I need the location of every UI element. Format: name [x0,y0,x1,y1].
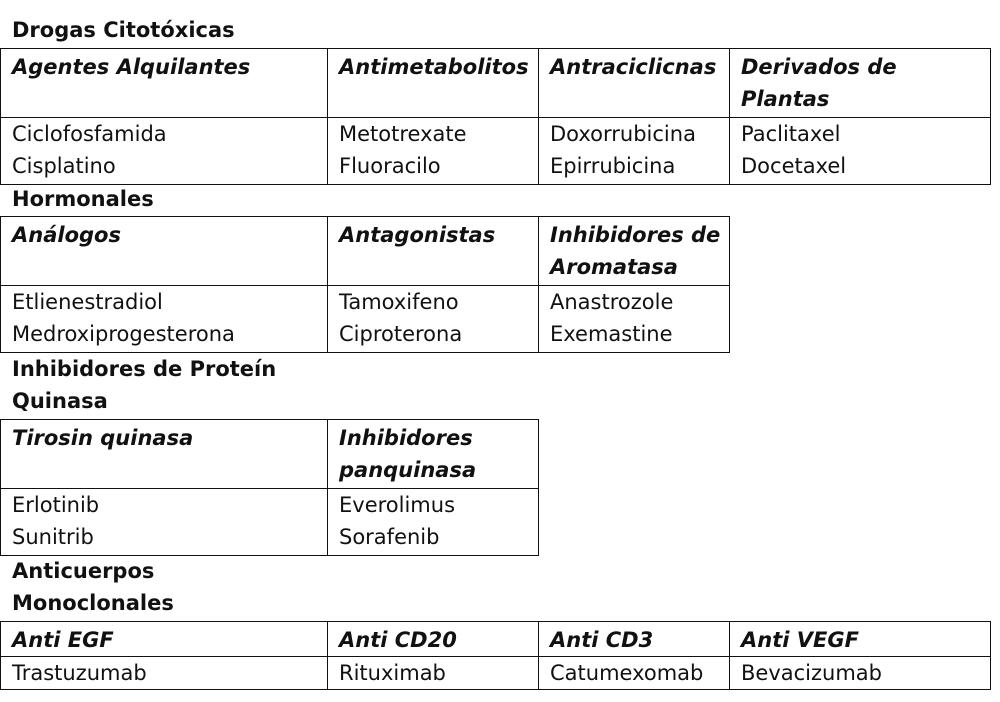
drug-name: Sorafenib [339,525,440,549]
drug-name: Sunitrib [12,525,94,549]
header-line: Anti VEGF [741,628,859,652]
table-antibodies [0,621,991,690]
table-cell [539,286,730,353]
section-title-hormonal [12,183,312,215]
drug-name: Trastuzumab [12,661,147,685]
table-cell [328,657,539,690]
section-title-line: Inhibidores de Proteín [12,357,277,381]
table-hormonal [0,216,730,353]
section-title-kinase [12,353,312,417]
header-cell [730,622,991,657]
table-cell [328,286,539,353]
header-line [12,83,316,115]
table-cell [1,286,328,353]
header-line: Inhibidores [339,426,473,450]
header-cell [328,622,539,657]
header-cell [539,622,730,657]
table-header-row [1,622,991,657]
header-line [550,83,718,115]
header-line: Inhibidores de [550,223,721,247]
section-title-line: Drogas Citotóxicas [12,18,235,42]
header-cell [539,217,730,286]
header-line: Anti EGF [12,628,114,652]
header-line: Derivados de [741,55,897,79]
drug-name: Bevacizumab [741,661,882,685]
drug-name: Etlienestradiol [12,290,163,314]
table-row [1,657,991,690]
drug-name: Rituximab [339,661,446,685]
table-cytotoxic [0,48,991,185]
header-line: Análogos [12,223,121,247]
header-line: Agentes Alquilantes [12,55,251,79]
table-cell [539,118,730,185]
section-title-cytotoxic [12,14,312,46]
header-line: Antraciclicnas [550,55,717,79]
drug-name: Tamoxifeno [339,290,459,314]
header-cell [1,49,328,118]
header-line: Antagonistas [339,223,496,247]
drug-name: Exemastine [550,322,673,346]
header-cell [328,49,539,118]
header-line [12,454,316,486]
header-cell [1,622,328,657]
header-line: Anti CD20 [339,628,457,652]
drug-name: Ciclofosfamida [12,122,167,146]
drug-name: Docetaxel [741,154,847,178]
header-cell [1,217,328,286]
table-cell [1,118,328,185]
header-cell [328,420,539,489]
header-cell [1,420,328,489]
table-row [1,286,730,353]
header-cell [539,49,730,118]
drug-name: Paclitaxel [741,122,841,146]
drug-name: Cisplatino [12,154,116,178]
table-cell [1,657,328,690]
table-cell [730,657,991,690]
table-header-row [1,217,730,286]
drug-name: Erlotinib [12,493,100,517]
header-line: Antimetabolitos [339,55,529,79]
section-title-line: Quinasa [12,389,108,413]
header-line [12,251,316,283]
header-line: panquinasa [339,458,477,482]
header-line [339,251,527,283]
table-header-row [1,49,991,118]
table-cell [1,489,328,556]
header-line: Aromatasa [550,255,678,279]
header-cell [730,49,991,118]
drug-name: Epirrubicina [550,154,676,178]
drug-name: Catumexomab [550,661,704,685]
section-title-line: Hormonales [12,187,154,211]
header-line: Plantas [741,87,830,111]
section-title-line: Monoclonales [12,591,174,615]
table-cell [328,118,539,185]
header-line: Tirosin quinasa [12,426,194,450]
table-row [1,118,991,185]
header-line: Anti CD3 [550,628,654,652]
drug-name: Anastrozole [550,290,674,314]
table-header-row [1,420,539,489]
section-title-line: Anticuerpos [12,559,155,583]
table-cell [730,118,991,185]
header-cell [328,217,539,286]
table-kinase [0,419,539,556]
drug-name: Ciproterona [339,322,463,346]
table-cell [328,489,539,556]
table-row [1,489,539,556]
drug-name: Metotrexate [339,122,467,146]
header-line [339,83,527,115]
table-cell [539,657,730,690]
section-title-antibodies [12,555,312,619]
drug-name: Doxorrubicina [550,122,696,146]
drug-name: Everolimus [339,493,456,517]
drug-name: Medroxiprogesterona [12,322,235,346]
drug-name: Fluoracilo [339,154,441,178]
